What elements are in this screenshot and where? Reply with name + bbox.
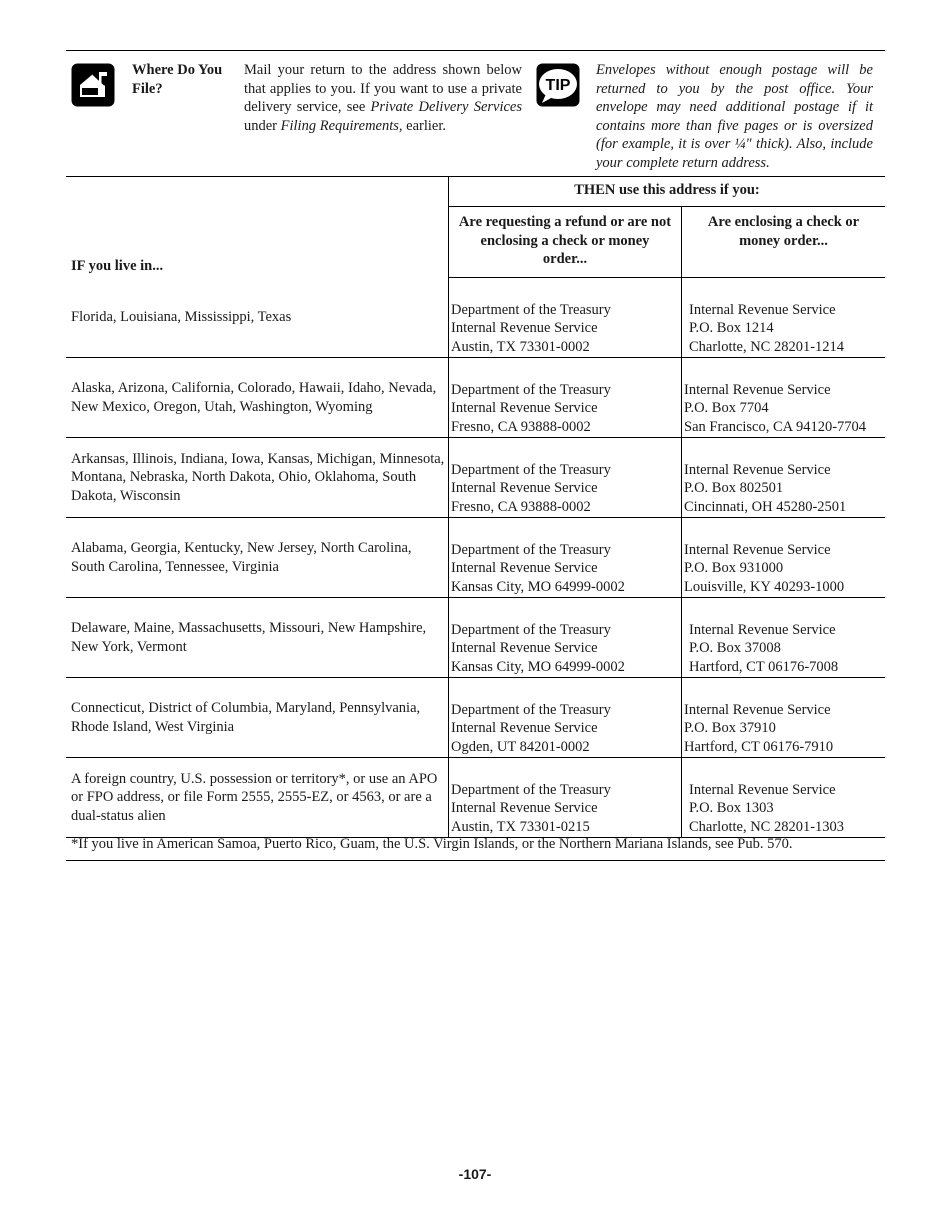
tip-badge-label: TIP (545, 77, 571, 94)
address-line: Internal Revenue Service (451, 320, 598, 336)
address-line: P.O. Box 1303 (689, 800, 774, 816)
address-line: P.O. Box 37008 (689, 640, 781, 656)
refund-address (449, 598, 682, 678)
address-line: Internal Revenue Service (684, 461, 831, 478)
refund-address (449, 678, 682, 758)
refund-column-header: Are requesting a refund or are not enclosing a check or money order... (449, 207, 682, 278)
where-do-you-file-title: Where Do You File? (132, 62, 223, 97)
where-do-you-file-text (244, 61, 522, 135)
table-row (66, 598, 885, 678)
address-line: Internal Revenue Service (684, 701, 831, 718)
address-line: Internal Revenue Service (451, 560, 598, 576)
address-line: Internal Revenue Service (451, 400, 598, 416)
address-line: Kansas City, MO 64999-0002 (451, 658, 625, 675)
address-line: Fresno, CA 93888-0002 (451, 418, 591, 435)
private-delivery-reference: Private Delivery Services (370, 99, 522, 115)
address-line: Department of the Treasury (451, 541, 611, 558)
table-row (66, 678, 885, 758)
state-list: Connecticut, District of Columbia, Maryland, Pennsylvania, Rhode Island, West Virginia (66, 678, 449, 758)
address-line: Department of the Treasury (451, 621, 611, 638)
refund-address (449, 278, 682, 358)
address-line: San Francisco, CA 94120-7704 (684, 418, 867, 435)
if-you-live-in-header: IF you live in... (66, 177, 449, 278)
address-line: Internal Revenue Service (451, 480, 598, 496)
address-line: Hartford, CT 06176-7008 (689, 658, 839, 675)
where-do-you-file-section (66, 51, 885, 176)
filing-requirements-reference: Filing Requirements, (280, 117, 403, 134)
address-line: Internal Revenue Service (451, 800, 598, 816)
address-line: Charlotte, NC 28201-1214 (689, 338, 845, 355)
address-line: Department of the Treasury (451, 701, 611, 718)
table-row (66, 358, 885, 438)
address-line: P.O. Box 802501 (684, 480, 784, 496)
address-line: Ogden, UT 84201-0002 (451, 738, 590, 755)
state-list: Arkansas, Illinois, Indiana, Iowa, Kansas, Michigan, Minnesota, Montana, Nebraska, North Dakota, Ohio, Oklahoma, South Dakota, Wisconsin (66, 438, 449, 518)
mailbox-icon (71, 63, 115, 107)
address-line: Department of the Treasury (451, 781, 611, 798)
address-line: Hartford, CT 06176-7910 (684, 738, 834, 755)
tip-icon (536, 63, 580, 107)
address-line: Department of the Treasury (451, 301, 611, 318)
address-line: Austin, TX 73301-0002 (451, 338, 590, 355)
address-line: Internal Revenue Service (684, 541, 831, 558)
address-line: Internal Revenue Service (689, 781, 836, 798)
refund-address (449, 438, 682, 518)
mailing-address-table (66, 176, 885, 838)
state-list: Florida, Louisiana, Mississippi, Texas (66, 278, 449, 358)
address-line: Internal Revenue Service (451, 720, 598, 736)
address-line: P.O. Box 37910 (684, 720, 776, 736)
address-line: Internal Revenue Service (689, 301, 836, 318)
check-address (682, 358, 886, 438)
state-list: Alaska, Arizona, California, Colorado, Hawaii, Idaho, Nevada, New Mexico, Oregon, Utah, Washington, Wyoming (66, 358, 449, 438)
then-use-address-header: THEN use this address if you: (449, 177, 886, 207)
address-line: P.O. Box 931000 (684, 560, 784, 576)
address-line: Internal Revenue Service (684, 381, 831, 398)
address-line: Charlotte, NC 28201-1303 (689, 818, 845, 835)
check-address (682, 598, 886, 678)
table-row (66, 438, 885, 518)
address-line: Cincinnati, OH 45280-2501 (684, 498, 847, 515)
refund-address (449, 518, 682, 598)
state-list: A foreign country, U.S. possession or territory*, or use an APO or FPO address, or file Form 2555, 2555-EZ, or 4563, or are a dual-status alien (66, 758, 449, 838)
footnote-text: *If you live in American Samoa, Puerto Rico, Guam, the U.S. Virgin Islands, or the Northern Mariana Islands, see Pub. 570. (71, 836, 793, 852)
address-line: Department of the Treasury (451, 381, 611, 398)
address-line: P.O. Box 1214 (689, 320, 774, 336)
address-line: Internal Revenue Service (689, 621, 836, 638)
check-address (682, 518, 886, 598)
address-line: Austin, TX 73301-0215 (451, 818, 590, 835)
check-address (682, 278, 886, 358)
table-row (66, 518, 885, 598)
refund-address (449, 358, 682, 438)
address-line: Internal Revenue Service (451, 640, 598, 656)
state-list: Alabama, Georgia, Kentucky, New Jersey, North Carolina, South Carolina, Tennessee, Virginia (66, 518, 449, 598)
check-address (682, 438, 886, 518)
address-line: P.O. Box 7704 (684, 400, 769, 416)
address-line: Louisville, KY 40293-1000 (684, 578, 845, 595)
address-line: Department of the Treasury (451, 461, 611, 478)
check-column-header: Are enclosing a check or money order... (682, 207, 886, 278)
where-text-part-2: under (244, 117, 278, 134)
address-rows (66, 278, 885, 838)
where-text-part-1: Mail your return to the address shown below that applies to you. If you want to use a private delivery service, see (244, 62, 522, 115)
table-row (66, 278, 885, 358)
check-address (682, 678, 886, 758)
where-text-part-3: earlier. (406, 117, 447, 134)
page-number: -107- (458, 1166, 492, 1182)
state-list: Delaware, Maine, Massachusetts, Missouri, New Hampshire, New York, Vermont (66, 598, 449, 678)
address-line: Kansas City, MO 64999-0002 (451, 578, 625, 595)
address-line: Fresno, CA 93888-0002 (451, 498, 591, 515)
tip-text: Envelopes without enough postage will be returned to you by the post office. Your envelope may need additional postage if it contains more than five pages or is oversized (for example, it is over ¼" thick). Also, include your complete return address. (596, 62, 873, 171)
footnote (66, 814, 885, 861)
